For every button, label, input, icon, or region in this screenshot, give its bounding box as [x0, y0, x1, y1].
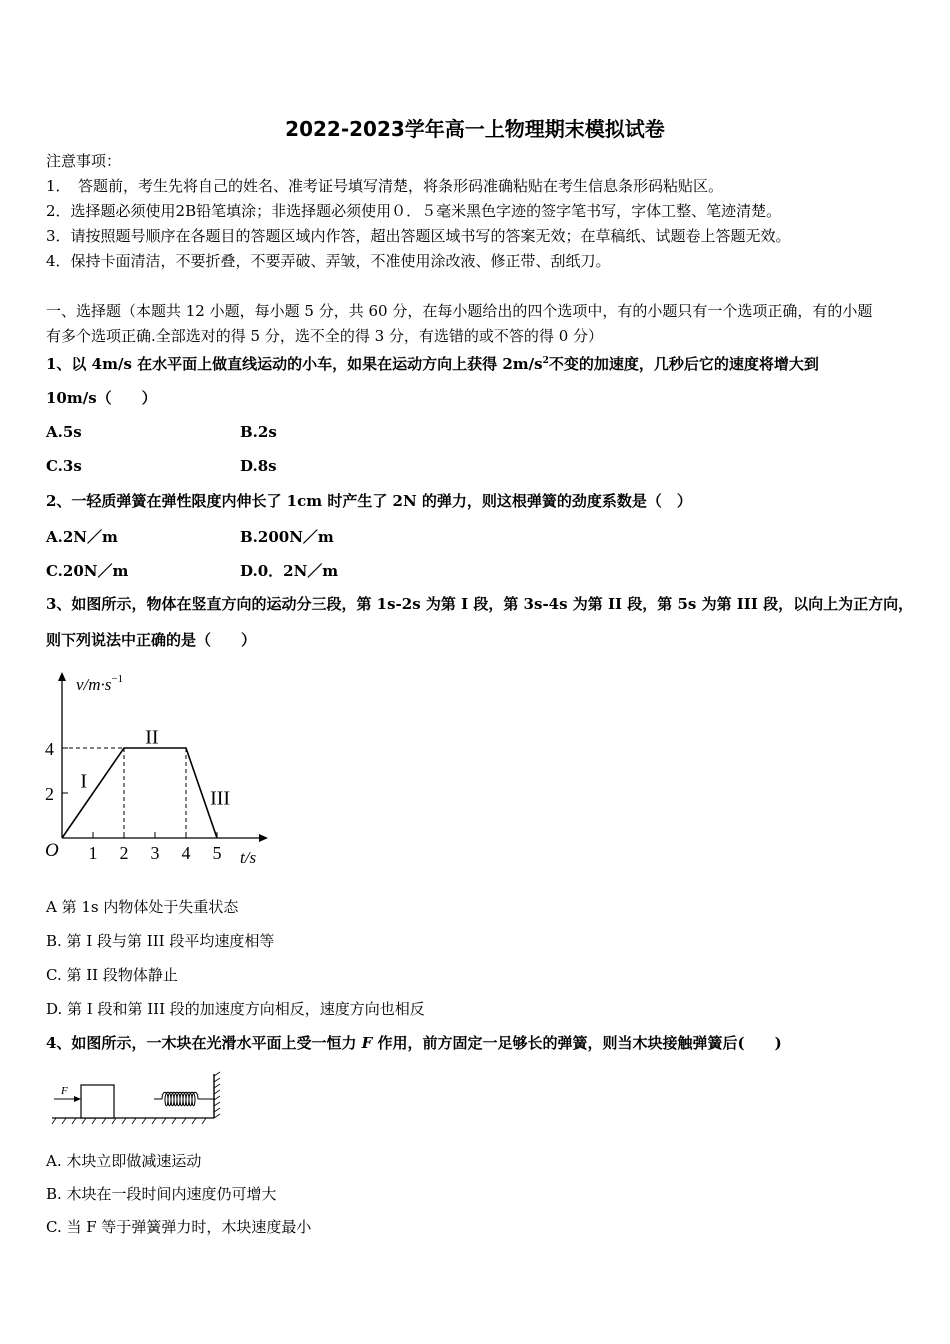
section-heading-line1: 一、选择题（本题共 12 小题，每小题 5 分，共 60 分，在每小题给出的四个选项中，有的小题只有一个选项正确，有的小题 [46, 302, 873, 320]
section-heading-line2: 有多个选项正确.全部选对的得 5 分，选不全的得 3 分，有选错的或不答的得 0 分） [46, 327, 604, 345]
q1-option-d[interactable]: D.8s [240, 457, 277, 475]
chart-axes [58, 672, 268, 842]
notice-item: 3．请按照题号顺序在各题目的答题区域内作答，超出答题区域书写的答案无效；在草稿纸、试题卷上答题无效。 [46, 227, 791, 245]
q1-stem-line1 [46, 351, 819, 374]
q4-stem-part-a: 4、如图所示，一木块在光滑水平面上受一恒力 [46, 1034, 362, 1052]
q4-stem-part-b: 作用，前方固定一足够长的弹簧，则当木块接触弹簧后( ) [372, 1034, 782, 1052]
x-tick-label: 2 [119, 843, 129, 863]
y-tick-label: 4 [45, 739, 54, 759]
q4-force-variable: F [361, 1034, 373, 1052]
wooden-block [81, 1085, 114, 1118]
segment-label: I [80, 770, 88, 793]
force-label: F [61, 1085, 68, 1097]
q3-option-a[interactable]: A 第 1s 内物体处于失重状态 [46, 898, 239, 916]
q1-superscript: 2 [542, 356, 549, 366]
spring-coil [162, 1092, 198, 1106]
q2-option-a[interactable]: A.2N／m [46, 528, 118, 546]
notice-item: 4．保持卡面清洁，不要折叠，不要弄破、弄皱，不准使用涂改液、修正带、刮纸刀。 [46, 252, 611, 270]
notice-heading: 注意事项： [46, 152, 122, 170]
q1-stem-line2: 10m/s（ ） [46, 389, 157, 407]
spring-block-diagram [48, 1068, 228, 1126]
q3-option-c[interactable]: C. 第 II 段物体静止 [46, 966, 178, 984]
q2-option-c[interactable]: C.20N／m [46, 562, 129, 580]
wall-hatching [214, 1072, 220, 1118]
q1-stem-part-b: 不变的加速度，几秒后它的速度将增大到 [548, 355, 819, 373]
x-tick-label: 3 [150, 843, 160, 863]
page-title: 2022-2023学年高一上物理期末模拟试卷 [285, 117, 665, 141]
x-tick-label: 4 [181, 843, 191, 863]
velocity-line [62, 748, 217, 838]
velocity-time-chart [40, 658, 280, 870]
q4-stem [46, 1033, 782, 1053]
q4-option-c[interactable]: C. 当 F 等于弹簧弹力时，木块速度最小 [46, 1218, 312, 1236]
y-axis-arrow [58, 672, 66, 681]
chart-marks [45, 727, 230, 864]
q3-stem-line2: 则下列说法中正确的是（ ） [46, 631, 257, 649]
q2-option-b[interactable]: B.200N／m [240, 528, 334, 546]
q3-option-d[interactable]: D. 第 I 段和第 III 段的加速度方向相反，速度方向也相反 [46, 1000, 425, 1018]
q1-option-b[interactable]: B.2s [240, 423, 277, 441]
x-tick-label: 1 [88, 843, 98, 863]
q3-option-b[interactable]: B. 第 I 段与第 III 段平均速度相等 [46, 932, 275, 950]
origin-label: O [45, 840, 59, 861]
q1-stem-part-a: 1、以 4m/s 在水平面上做直线运动的小车，如果在运动方向上获得 2m/s [46, 355, 543, 373]
notice-item: 1． 答题前，考生先将自己的姓名、准考证号填写清楚，将条形码准确粘贴在考生信息条形码粘贴区。 [46, 177, 724, 195]
q4-option-b[interactable]: B. 木块在一段时间内速度仍可增大 [46, 1185, 277, 1203]
notice-item: 2．选择题必须使用2B铅笔填涂；非选择题必须使用０．５毫米黑色字迹的签字笔书写，字体工整、笔迹清楚。 [46, 202, 782, 220]
q3-stem-line1: 3、如图所示，物体在竖直方向的运动分三段，第 1s-2s 为第 I 段，第 3s-4s 为第 II 段，第 5s 为第 III 段，以向上为正方向， [46, 595, 914, 613]
y-tick-label: 2 [45, 784, 54, 804]
q2-stem: 2、一轻质弹簧在弹性限度内伸长了 1cm 时产生了 2N 的弹力，则这根弹簧的劲度系数是（ ） [46, 492, 692, 510]
q4-option-a[interactable]: A. 木块立即做减速运动 [46, 1152, 202, 1170]
q2-option-d[interactable]: D.0．2N／m [240, 562, 339, 580]
x-tick-label: 5 [212, 843, 222, 863]
x-axis-label: t/s [240, 848, 257, 867]
x-axis-arrow [259, 834, 268, 842]
force-arrowhead [74, 1096, 81, 1102]
ground-hatching [52, 1118, 206, 1124]
q1-option-c[interactable]: C.3s [46, 457, 82, 475]
segment-label: II [145, 726, 159, 749]
q1-option-a[interactable]: A.5s [46, 423, 82, 441]
segment-label: III [210, 787, 231, 810]
y-axis-label: $v/m\cdot s^{-1}$ [76, 673, 124, 694]
